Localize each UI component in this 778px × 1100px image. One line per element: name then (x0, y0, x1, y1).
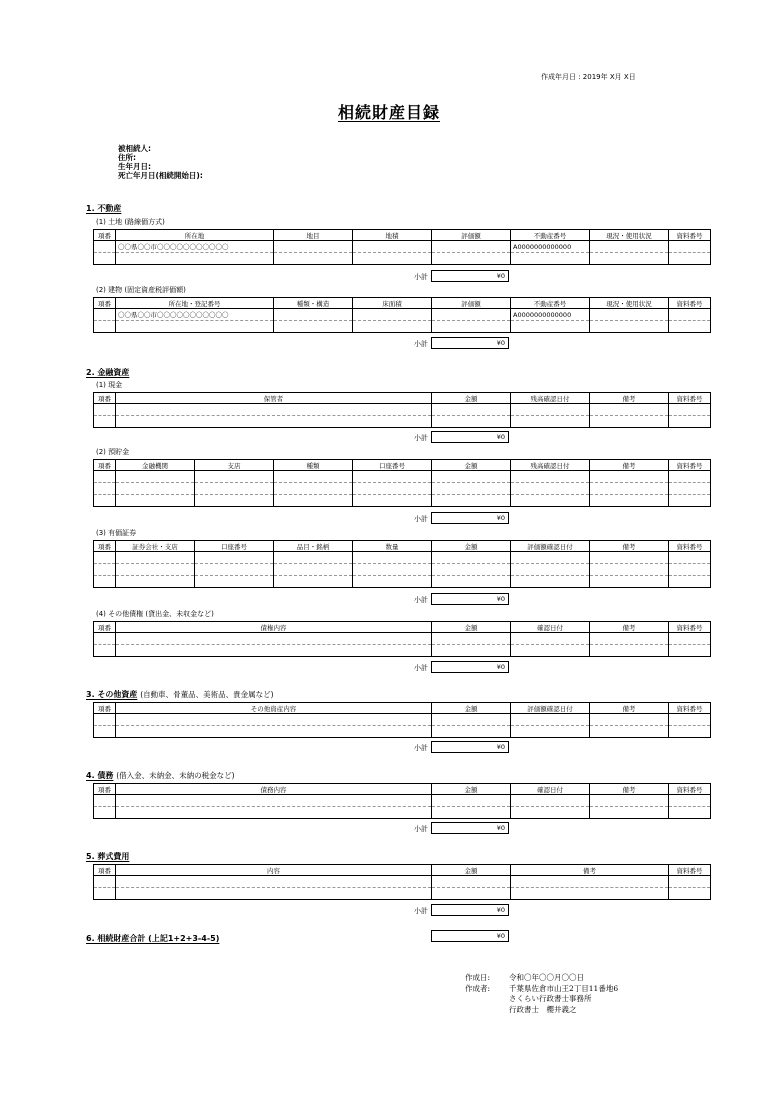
column-header: 金額 (432, 703, 511, 714)
death-label: 死亡年月日(相続開始日): (118, 171, 203, 180)
table-cell (511, 645, 590, 657)
table-row (94, 321, 711, 333)
table-header (94, 298, 711, 309)
column-header: 金額 (432, 865, 511, 876)
table-cell (116, 416, 432, 428)
table-cell (590, 564, 669, 576)
column-header: 評価額 (432, 298, 511, 309)
table-row (94, 576, 711, 588)
table-cell (511, 483, 590, 495)
column-header: 項番 (94, 298, 116, 309)
column-header: 床面積 (353, 298, 432, 309)
table-cell (511, 795, 590, 807)
securities-label: (3) 有価証券 (96, 529, 137, 537)
table-cell (432, 552, 511, 564)
author-info (465, 973, 618, 1015)
table-row (94, 552, 711, 564)
author-key: 作成者: (465, 983, 491, 993)
table-cell (432, 309, 511, 321)
table-cell (590, 795, 669, 807)
table-cell (511, 321, 590, 333)
table-cell (116, 471, 195, 483)
table-cell: A0000000000000 (511, 309, 590, 321)
table-cell (432, 633, 511, 645)
column-header: 現況・使用状況 (590, 298, 669, 309)
table-cell (511, 726, 590, 738)
column-header: 項番 (94, 460, 116, 471)
table-row (94, 416, 711, 428)
table-cell (94, 552, 116, 564)
table-cell (116, 576, 195, 588)
table-cell (432, 471, 511, 483)
column-header: 不動産番号 (511, 298, 590, 309)
table-cell (590, 321, 669, 333)
column-header: 内容 (116, 865, 432, 876)
table-row (94, 253, 711, 265)
table-cell (116, 888, 432, 900)
column-header: 保管者 (116, 393, 432, 404)
column-header: 評価額 (432, 230, 511, 241)
table-cell (353, 483, 432, 495)
table-cell (590, 807, 669, 819)
table-cell (94, 309, 116, 321)
table-cell (274, 253, 353, 265)
table-cell (274, 471, 353, 483)
table-row (94, 495, 711, 507)
column-header: 備考 (590, 784, 669, 795)
column-header: 資料番号 (669, 541, 711, 552)
table-cell (590, 552, 669, 564)
date-key: 作成日: (465, 973, 491, 982)
building-label: (2) 建物 (固定資産税評価額) (96, 286, 186, 294)
subtotal-box: ¥0 (431, 822, 509, 834)
table-cell (116, 726, 432, 738)
table-cell (669, 645, 711, 657)
table-cell (669, 795, 711, 807)
table-cell (94, 564, 116, 576)
column-header: 不動産番号 (511, 230, 590, 241)
table-header (94, 622, 711, 633)
table-cell (432, 807, 511, 819)
table-cell (94, 888, 116, 900)
table-cell (353, 552, 432, 564)
table-cell (353, 564, 432, 576)
table-cell (116, 483, 195, 495)
table-cell (94, 633, 116, 645)
table-cell (274, 576, 353, 588)
table-cell (195, 576, 274, 588)
birth-label: 生年月日: (118, 162, 151, 171)
author-line: 行政書士 櫻井義之 (509, 1004, 577, 1014)
table-cell (432, 416, 511, 428)
column-header: 支店 (195, 460, 274, 471)
creation-date: 作成年月日 : 2019年 X月 X日 (541, 73, 636, 81)
column-header: 金額 (432, 784, 511, 795)
table-header (94, 784, 711, 795)
column-header: 現況・使用状況 (590, 230, 669, 241)
table-cell (94, 321, 116, 333)
table-cell (511, 416, 590, 428)
table-cell (511, 888, 669, 900)
table-row (94, 714, 711, 726)
table-cell (274, 241, 353, 253)
table-header (94, 230, 711, 241)
table-cell (669, 321, 711, 333)
table-cell (94, 495, 116, 507)
column-header: 金額 (432, 393, 511, 404)
table-cell (590, 645, 669, 657)
table-cell (669, 404, 711, 416)
subtotal-box: ¥0 (431, 270, 509, 282)
table-row (94, 876, 711, 888)
table-cell (669, 807, 711, 819)
subtotal-box: ¥0 (431, 904, 509, 916)
column-header: 備考 (590, 622, 669, 633)
table-cell (94, 795, 116, 807)
table-cell (274, 495, 353, 507)
table-cell (590, 416, 669, 428)
subtotal-box: ¥0 (431, 661, 509, 673)
column-header: 証券会社・支店 (116, 541, 195, 552)
table-cell (274, 321, 353, 333)
table-cell (669, 714, 711, 726)
table-cell: 〇〇県〇〇市〇〇〇〇〇〇〇〇〇〇〇 (116, 241, 274, 253)
other-assets-table (93, 702, 711, 738)
table-cell (432, 564, 511, 576)
table-row (94, 633, 711, 645)
table-cell (353, 309, 432, 321)
address-label: 住所: (118, 153, 136, 162)
table-cell (116, 404, 432, 416)
section-real-estate-title: 1. 不動産 (86, 204, 122, 213)
table-cell (590, 471, 669, 483)
table-cell (669, 633, 711, 645)
table-cell (669, 726, 711, 738)
column-header: 資料番号 (669, 393, 711, 404)
table-row (94, 471, 711, 483)
table-cell (669, 564, 711, 576)
column-header: 項番 (94, 541, 116, 552)
table-cell (590, 404, 669, 416)
table-cell (669, 241, 711, 253)
column-header: 金融機関 (116, 460, 195, 471)
column-header: 所在地・登記番号 (116, 298, 274, 309)
column-header: 地目 (274, 230, 353, 241)
table-cell (511, 807, 590, 819)
table-cell (432, 253, 511, 265)
table-cell (669, 576, 711, 588)
table-cell (116, 253, 274, 265)
table-row (94, 564, 711, 576)
section-financial-title: 2. 金融資産 (86, 368, 130, 377)
table-row (94, 795, 711, 807)
subtotal-box: ¥0 (431, 512, 509, 524)
table-cell (274, 483, 353, 495)
table-cell (274, 552, 353, 564)
table-cell (511, 495, 590, 507)
column-header: 資料番号 (669, 460, 711, 471)
subtotal-box: ¥0 (431, 741, 509, 753)
column-header: 資料番号 (669, 230, 711, 241)
column-header: 口座番号 (353, 460, 432, 471)
land-label: (1) 土地 (路線価方式) (96, 218, 165, 226)
table-cell (432, 795, 511, 807)
table-cell (116, 552, 195, 564)
table-cell (94, 404, 116, 416)
table-cell (94, 876, 116, 888)
table-cell: 〇〇県〇〇市〇〇〇〇〇〇〇〇〇〇〇 (116, 309, 274, 321)
table-row (94, 888, 711, 900)
table-row (94, 807, 711, 819)
table-cell (669, 483, 711, 495)
table-cell (94, 807, 116, 819)
column-header: 備考 (511, 865, 669, 876)
table-cell (511, 404, 590, 416)
subtotal-box: ¥0 (431, 431, 509, 443)
debts-table (93, 783, 711, 819)
column-header: 資料番号 (669, 865, 711, 876)
table-cell (116, 645, 432, 657)
column-header: 評価額確認日付 (511, 541, 590, 552)
decedent-label: 被相続人: (118, 144, 151, 153)
column-header: 備考 (590, 703, 669, 714)
table-header (94, 393, 711, 404)
table-cell (116, 495, 195, 507)
table-cell (432, 483, 511, 495)
table-cell (590, 726, 669, 738)
table-cell (669, 876, 711, 888)
column-header: 残高確認日付 (511, 393, 590, 404)
table-header (94, 865, 711, 876)
table-cell (116, 795, 432, 807)
column-header: 残高確認日付 (511, 460, 590, 471)
table-cell (669, 495, 711, 507)
table-cell (94, 416, 116, 428)
table-cell (116, 714, 432, 726)
table-cell (432, 726, 511, 738)
column-header: 金額 (432, 541, 511, 552)
table-cell (195, 552, 274, 564)
table-cell (432, 714, 511, 726)
table-cell (432, 888, 511, 900)
author-line: さくらい行政書士事務所 (509, 994, 592, 1003)
table-cell (432, 495, 511, 507)
table-cell (590, 253, 669, 265)
table-row (94, 309, 711, 321)
deposit-label: (2) 預貯金 (96, 448, 130, 456)
table-cell (274, 564, 353, 576)
column-header: 所在地 (116, 230, 274, 241)
column-header: 項番 (94, 784, 116, 795)
column-header: 債務内容 (116, 784, 432, 795)
securities-table (93, 540, 711, 588)
table-cell (432, 576, 511, 588)
column-header: 項番 (94, 393, 116, 404)
column-header: 地積 (353, 230, 432, 241)
column-header: 評価額確認日付 (511, 703, 590, 714)
land-table (93, 229, 711, 265)
table-cell (116, 564, 195, 576)
column-header: 確認日付 (511, 784, 590, 795)
table-cell (669, 309, 711, 321)
table-cell (590, 495, 669, 507)
subtotal-box: ¥0 (431, 337, 509, 349)
table-header (94, 460, 711, 471)
table-cell (116, 633, 432, 645)
table-row (94, 645, 711, 657)
table-cell (669, 253, 711, 265)
table-row (94, 404, 711, 416)
column-header: 資料番号 (669, 298, 711, 309)
column-header: 資料番号 (669, 622, 711, 633)
table-cell (94, 645, 116, 657)
author-line: 千葉県佐倉市山王2丁目11番地6 (509, 983, 619, 993)
table-cell (511, 552, 590, 564)
table-cell (511, 576, 590, 588)
table-cell (94, 483, 116, 495)
column-header: 項番 (94, 865, 116, 876)
table-cell (511, 471, 590, 483)
column-header: 備考 (590, 541, 669, 552)
column-header: 種類・構造 (274, 298, 353, 309)
total-box: ¥0 (431, 930, 509, 942)
table-cell (511, 633, 590, 645)
table-cell (94, 253, 116, 265)
column-header: 資料番号 (669, 703, 711, 714)
table-cell (669, 888, 711, 900)
table-cell (511, 564, 590, 576)
table-cell (590, 633, 669, 645)
table-cell (116, 876, 432, 888)
table-header (94, 541, 711, 552)
claims-label: (4) その他債権 (貸出金、未収金など) (96, 610, 214, 618)
table-row (94, 241, 711, 253)
table-cell (669, 471, 711, 483)
table-cell (274, 309, 353, 321)
table-cell (195, 495, 274, 507)
column-header: 備考 (590, 393, 669, 404)
column-header: 数量 (353, 541, 432, 552)
table-cell (511, 714, 590, 726)
table-cell (94, 576, 116, 588)
column-header: 項番 (94, 703, 116, 714)
table-cell (94, 726, 116, 738)
column-header: 種類 (274, 460, 353, 471)
table-cell (353, 253, 432, 265)
section-debts-title: 4. 債務 (借入金、未納金、未納の税金など) (86, 771, 235, 780)
table-cell (432, 645, 511, 657)
table-cell (432, 404, 511, 416)
subtotal-box: ¥0 (431, 593, 509, 605)
column-header: 項番 (94, 622, 116, 633)
table-cell (669, 416, 711, 428)
page-title: 相続財産目録 (337, 103, 440, 122)
cash-label: (1) 現金 (96, 381, 123, 389)
column-header: 金額 (432, 622, 511, 633)
table-cell (511, 876, 669, 888)
date-value: 令和〇年〇〇月〇〇日 (509, 973, 584, 982)
table-cell (195, 564, 274, 576)
column-header: 資料番号 (669, 784, 711, 795)
column-header: 備考 (590, 460, 669, 471)
table-row (94, 726, 711, 738)
column-header: 口座番号 (195, 541, 274, 552)
table-cell (669, 552, 711, 564)
table-cell (353, 495, 432, 507)
table-header (94, 703, 711, 714)
table-cell (116, 807, 432, 819)
table-cell (590, 576, 669, 588)
claims-table (93, 621, 711, 657)
table-cell (432, 876, 511, 888)
table-cell (353, 576, 432, 588)
table-cell (195, 471, 274, 483)
table-cell (94, 714, 116, 726)
table-cell (590, 309, 669, 321)
section-funeral-title: 5. 葬式費用 (86, 852, 130, 861)
table-cell (432, 321, 511, 333)
column-header: その他資産内容 (116, 703, 432, 714)
table-cell (432, 241, 511, 253)
table-cell (590, 483, 669, 495)
building-table (93, 297, 711, 333)
column-header: 金額 (432, 460, 511, 471)
column-header: 項番 (94, 230, 116, 241)
table-cell (94, 471, 116, 483)
table-cell (353, 471, 432, 483)
table-cell (511, 253, 590, 265)
table-cell (195, 483, 274, 495)
deposit-table (93, 459, 711, 507)
table-row (94, 483, 711, 495)
table-cell (94, 241, 116, 253)
table-cell (590, 241, 669, 253)
table-cell (116, 321, 274, 333)
column-header: 債権内容 (116, 622, 432, 633)
section-other-assets-title: 3. その他資産 (自動車、骨董品、美術品、貴金属など) (86, 690, 274, 699)
section-total-title: 6. 相続財産合計 (上記1+2+3-4-5) (86, 934, 220, 943)
column-header: 確認日付 (511, 622, 590, 633)
cash-table (93, 392, 711, 428)
table-cell (590, 714, 669, 726)
funeral-table (93, 864, 711, 900)
table-cell (353, 321, 432, 333)
table-cell: A0000000000000 (511, 241, 590, 253)
table-cell (353, 241, 432, 253)
decedent-info (118, 144, 203, 180)
column-header: 品目・銘柄 (274, 541, 353, 552)
